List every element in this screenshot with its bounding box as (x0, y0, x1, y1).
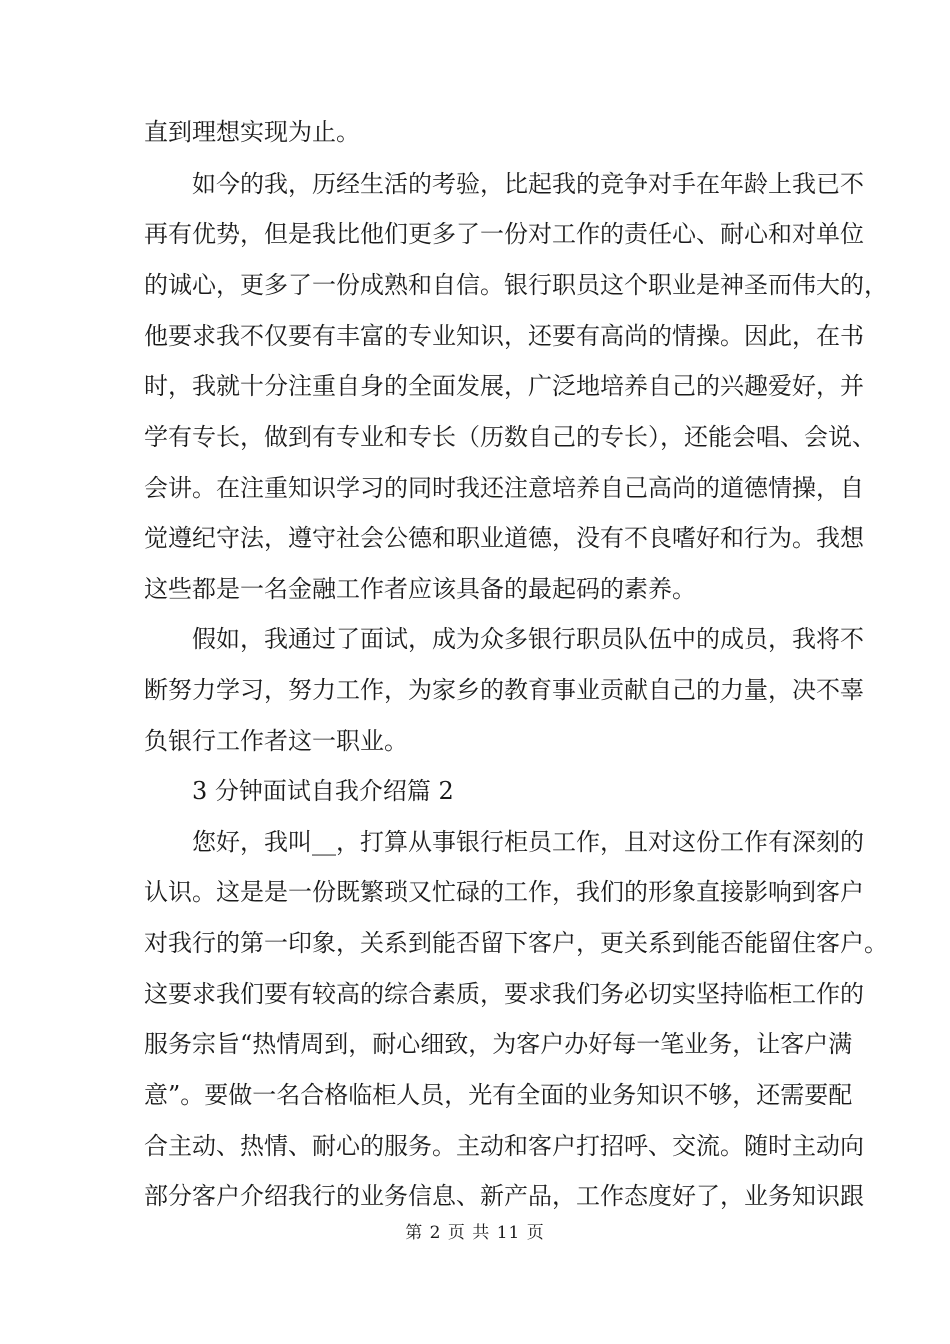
paragraph-line: 部分客户介绍我行的业务信息、新产品，工作态度好了，业务知识跟 (144, 1182, 864, 1210)
paragraph-line: 他要求我不仅要有丰富的专业知识，还要有高尚的情操。因此，在书 (144, 322, 864, 350)
paragraph-line: 再有优势，但是我比他们更多了一份对工作的责任心、耐心和对单位 (144, 220, 864, 248)
paragraph-line: 负银行工作者这一职业。 (144, 727, 408, 755)
paragraph-line: 服务宗旨“热情周到，耐心细致，为客户办好每一笔业务，让客户满 (144, 1030, 853, 1058)
paragraph-line: 会讲。在注重知识学习的同时我还注意培养自己高尚的道德情操，自 (144, 474, 864, 502)
paragraph-line: 的诚心，更多了一份成熟和自信。银行职员这个职业是神圣而伟大的， (144, 271, 888, 299)
paragraph-line: 断努力学习，努力工作，为家乡的教育事业贡献自己的力量，决不辜 (144, 676, 864, 704)
section-heading: 3 分钟面试自我介绍篇 2 (192, 777, 454, 805)
page-footer: 第 2 页 共 11 页 (405, 1223, 545, 1243)
paragraph-line: 直到理想实现为止。 (144, 118, 360, 146)
paragraph-line: 认识。这是是一份既繁琐又忙碌的工作，我们的形象直接影响到客户 (144, 878, 864, 906)
paragraph-line: 对我行的第一印象，关系到能否留下客户，更关系到能否能留住客户。 (144, 929, 888, 957)
paragraph-line: 学有专长，做到有专业和专长（历数自己的专长），还能会唱、会说、 (144, 423, 876, 451)
paragraph-line: 这些都是一名金融工作者应该具备的最起码的素养。 (144, 575, 696, 603)
paragraph-line: 时，我就十分注重自身的全面发展，广泛地培养自己的兴趣爱好，并 (144, 372, 864, 400)
paragraph-line: 如今的我，历经生活的考验，比起我的竞争对手在年龄上我已不 (192, 170, 864, 198)
paragraph-line: 意”。要做一名合格临柜人员，光有全面的业务知识不够，还需要配 (144, 1081, 853, 1109)
paragraph-line: 假如，我通过了面试，成为众多银行职员队伍中的成员，我将不 (192, 625, 864, 653)
paragraph-line: 您好，我叫__，打算从事银行柜员工作，且对这份工作有深刻的 (192, 828, 864, 856)
paragraph-line: 这要求我们要有较高的综合素质，要求我们务必切实坚持临柜工作的 (144, 980, 864, 1008)
paragraph-line: 觉遵纪守法，遵守社会公德和职业道德，没有不良嗜好和行为。我想 (144, 524, 864, 552)
paragraph-line: 合主动、热情、耐心的服务。主动和客户打招呼、交流。随时主动向 (144, 1132, 864, 1160)
